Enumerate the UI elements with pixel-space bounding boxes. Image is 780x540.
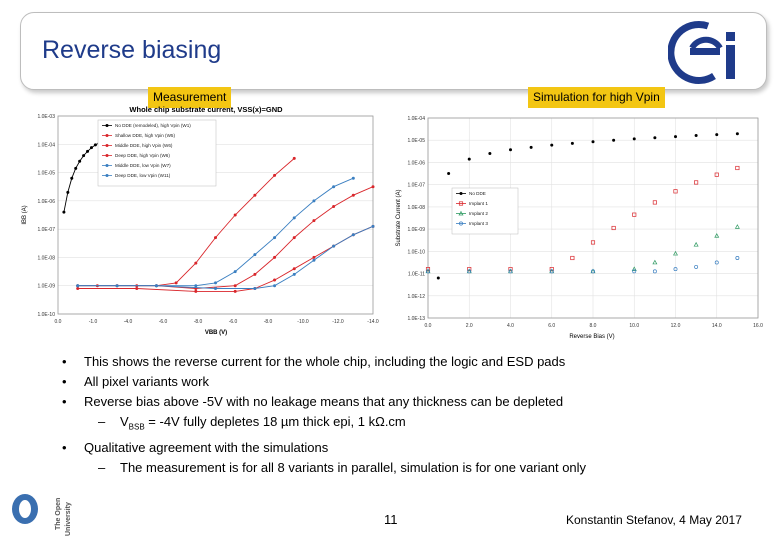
meas-data-point bbox=[214, 281, 217, 284]
meas-legend-label: Shallow DDE, high Vpin (W5) bbox=[115, 133, 175, 138]
meas-data-point bbox=[352, 233, 355, 236]
meas-ytick-label: 1.0E-06 bbox=[37, 198, 55, 205]
bullet-list bbox=[62, 352, 752, 478]
meas-xtick-label: -10.0 bbox=[297, 319, 309, 325]
meas-legend-marker bbox=[106, 144, 109, 147]
sim-data-point bbox=[694, 243, 698, 247]
meas-legend-marker bbox=[106, 174, 109, 177]
sim-xlabel: Reverse Bias (V) bbox=[569, 334, 615, 340]
sim-ytick-label: 1.0E-10 bbox=[407, 249, 425, 256]
slide-title: Reverse biasing bbox=[42, 36, 222, 64]
meas-series-line bbox=[78, 178, 354, 286]
sim-ytick-label: 1.0E-05 bbox=[407, 138, 425, 145]
meas-series-line bbox=[78, 187, 373, 289]
sim-xtick-label: 10.0 bbox=[629, 323, 640, 329]
bullet-4: • Qualitative agreement with the simulations bbox=[62, 438, 752, 458]
sim-data-point bbox=[715, 133, 718, 136]
meas-data-point bbox=[62, 211, 65, 214]
sim-data-point bbox=[653, 260, 657, 264]
meas-data-point bbox=[214, 287, 217, 290]
meas-data-point bbox=[293, 236, 296, 239]
sub-bullet-1-text: = -4V fully depletes 18 µm thick epi, 1 kΩ.cm bbox=[144, 414, 406, 429]
meas-data-point bbox=[155, 284, 158, 287]
sim-legend-label: No DDE bbox=[469, 191, 486, 196]
vbsb-subscript: BSB bbox=[128, 422, 145, 432]
meas-data-point bbox=[293, 273, 296, 276]
meas-data-point bbox=[253, 194, 256, 197]
sim-xtick-label: 8.0 bbox=[589, 323, 597, 329]
meas-xtick-label: -6.0 bbox=[158, 319, 168, 325]
sim-data-point bbox=[488, 152, 491, 155]
meas-legend-label: Deep DDE, high Vpin (W6) bbox=[115, 153, 170, 158]
sim-ytick-label: 1.0E-08 bbox=[407, 204, 425, 211]
meas-data-point bbox=[293, 157, 296, 160]
meas-data-point bbox=[78, 160, 81, 163]
meas-legend-marker bbox=[106, 124, 109, 127]
meas-data-point bbox=[234, 270, 237, 273]
sim-ylabel: Substrate Current (A) bbox=[396, 189, 402, 247]
meas-data-point bbox=[273, 279, 276, 282]
ei-logo-icon bbox=[668, 18, 752, 84]
meas-data-point bbox=[253, 253, 256, 256]
meas-xtick-label: -14.0 bbox=[367, 319, 379, 325]
sim-data-point bbox=[735, 225, 739, 229]
meas-legend-marker bbox=[106, 134, 109, 137]
meas-ytick-label: 1.0E-03 bbox=[37, 114, 55, 120]
sim-data-point bbox=[437, 277, 440, 280]
sim-data-point bbox=[612, 139, 615, 142]
sim-xtick-label: 4.0 bbox=[507, 323, 514, 329]
measurement-chart bbox=[18, 102, 380, 342]
meas-data-point bbox=[194, 262, 197, 265]
meas-xtick-label: -12.0 bbox=[332, 319, 344, 325]
sim-data-point bbox=[468, 158, 471, 161]
meas-legend-marker bbox=[106, 154, 109, 157]
meas-data-point bbox=[312, 259, 315, 262]
meas-chart-title: Whole chip substrate current, VSS(x)=GND bbox=[129, 105, 283, 114]
sim-data-point bbox=[571, 256, 574, 259]
meas-ytick-label: 1.0E-04 bbox=[37, 142, 55, 149]
meas-data-point bbox=[66, 191, 69, 194]
meas-legend-label: Deep DDE, low Vpin (W11) bbox=[115, 173, 171, 178]
sim-data-point bbox=[736, 166, 739, 169]
sim-legend-label: Implant 1 bbox=[469, 201, 488, 206]
meas-ytick-label: 1.0E-10 bbox=[37, 312, 55, 318]
meas-data-point bbox=[332, 205, 335, 208]
meas-data-point bbox=[86, 150, 89, 153]
sim-legend-marker bbox=[460, 192, 463, 195]
sim-data-point bbox=[550, 144, 553, 147]
sim-data-point bbox=[509, 148, 512, 151]
meas-data-point bbox=[352, 194, 355, 197]
sim-data-point bbox=[695, 134, 698, 137]
meas-xlabel: VBB (V) bbox=[204, 330, 228, 336]
meas-data-point bbox=[332, 185, 335, 188]
meas-data-point bbox=[273, 256, 276, 259]
page-number: 11 bbox=[384, 512, 398, 527]
sub-bullet-2: – The measurement is for all 8 variants in parallel, simulation is for one variant only bbox=[62, 458, 752, 478]
meas-ylabel: IBB (A) bbox=[22, 205, 28, 225]
simulation-label: Simulation for high Vpin bbox=[528, 87, 665, 108]
sim-series-4 bbox=[426, 256, 739, 273]
meas-ytick-label: 1.0E-09 bbox=[37, 283, 55, 290]
sim-xtick-label: 12.0 bbox=[670, 323, 681, 329]
sim-ytick-label: 1.0E-06 bbox=[407, 160, 425, 167]
sim-ytick-label: 1.0E-12 bbox=[407, 293, 425, 300]
sim-data-point bbox=[447, 172, 450, 175]
sim-data-point bbox=[736, 132, 739, 135]
meas-data-point bbox=[234, 214, 237, 217]
meas-data-point bbox=[234, 284, 237, 287]
meas-data-point bbox=[94, 143, 97, 146]
sim-legend-label: Implant 3 bbox=[469, 221, 488, 226]
meas-data-point bbox=[234, 290, 237, 293]
bullet-2: • All pixel variants work bbox=[62, 372, 752, 392]
ou-text-line2: University bbox=[65, 502, 72, 536]
meas-data-point bbox=[253, 287, 256, 290]
sim-data-point bbox=[592, 140, 595, 143]
meas-legend-label: Middle DDE, high Vpin (W6) bbox=[115, 143, 173, 148]
meas-data-point bbox=[135, 287, 138, 290]
meas-series-line bbox=[64, 142, 103, 213]
sim-data-point bbox=[653, 201, 656, 204]
meas-data-point bbox=[76, 287, 79, 290]
meas-data-point bbox=[194, 284, 197, 287]
meas-data-point bbox=[312, 219, 315, 222]
meas-data-point bbox=[372, 225, 375, 228]
meas-ytick-label: 1.0E-05 bbox=[37, 170, 55, 177]
meas-xtick-label: -8.0 bbox=[263, 319, 273, 325]
meas-data-point bbox=[273, 284, 276, 287]
sim-xtick-label: 2.0 bbox=[465, 323, 473, 329]
footer-text: Konstantin Stefanov, 4 May 2017 bbox=[566, 513, 742, 527]
measurement-label: Measurement bbox=[148, 87, 231, 108]
meas-data-point bbox=[90, 146, 93, 149]
sim-ytick-label: 1.0E-04 bbox=[407, 116, 425, 122]
meas-xtick-label: -6.0 bbox=[228, 319, 238, 325]
sim-data-point bbox=[571, 142, 574, 145]
sim-ytick-label: 1.0E-09 bbox=[407, 227, 425, 234]
meas-data-point bbox=[293, 216, 296, 219]
open-university-logo-icon bbox=[8, 492, 78, 538]
meas-data-point bbox=[273, 174, 276, 177]
meas-series-4 bbox=[76, 225, 374, 293]
sim-xtick-label: 0.0 bbox=[424, 323, 432, 329]
sim-data-point bbox=[653, 270, 656, 273]
meas-data-point bbox=[312, 256, 315, 259]
meas-data-point bbox=[194, 290, 197, 293]
ou-text-line1: The Open bbox=[55, 497, 62, 530]
meas-data-point bbox=[332, 245, 335, 248]
meas-data-point bbox=[70, 177, 73, 180]
meas-xtick-label: -4.0 bbox=[123, 319, 133, 325]
sim-data-point bbox=[736, 256, 739, 259]
meas-data-point bbox=[312, 199, 315, 202]
meas-data-point bbox=[253, 273, 256, 276]
meas-series-5 bbox=[76, 177, 355, 287]
meas-data-point bbox=[82, 154, 85, 157]
meas-ytick-label: 1.0E-08 bbox=[37, 255, 55, 262]
sim-ytick-label: 1.0E-07 bbox=[407, 182, 425, 189]
sim-data-point bbox=[653, 136, 656, 139]
meas-data-point bbox=[74, 167, 77, 170]
sim-xtick-label: 14.0 bbox=[711, 323, 722, 329]
meas-legend-label: No DDE (remodeled), high Vpin (W1) bbox=[115, 123, 191, 128]
sim-data-point bbox=[674, 135, 677, 138]
meas-data-point bbox=[76, 284, 79, 287]
meas-xtick-label: -8.0 bbox=[193, 319, 203, 325]
sim-data-point bbox=[633, 137, 636, 140]
meas-series-line bbox=[78, 226, 373, 291]
sub-bullet-1 bbox=[62, 412, 752, 438]
sim-legend-label: Implant 2 bbox=[469, 211, 488, 216]
meas-ytick-label: 1.0E-07 bbox=[37, 227, 55, 234]
sim-data-point bbox=[530, 146, 533, 149]
meas-xtick-label: 0.0 bbox=[54, 319, 62, 325]
meas-data-point bbox=[293, 267, 296, 270]
bullet-1: • This shows the reverse current for the whole chip, including the logic and ESD pads bbox=[62, 352, 752, 372]
simulation-chart bbox=[392, 112, 768, 344]
meas-data-point bbox=[372, 185, 375, 188]
meas-data-point bbox=[214, 236, 217, 239]
sim-ytick-label: 1.0E-13 bbox=[407, 316, 425, 322]
sim-xtick-label: 16.0 bbox=[753, 323, 763, 329]
meas-xtick-label: -1.0 bbox=[88, 319, 98, 325]
sim-ytick-label: 1.0E-11 bbox=[407, 271, 425, 278]
meas-data-point bbox=[175, 281, 178, 284]
sim-data-point bbox=[694, 181, 697, 184]
sim-data-point bbox=[695, 265, 698, 268]
vbsb-symbol: V bbox=[120, 414, 129, 429]
sim-xtick-label: 6.0 bbox=[548, 323, 556, 329]
bullet-3: • Reverse bias above -5V with no leakage means that any thickness can be depleted bbox=[62, 392, 752, 412]
meas-data-point bbox=[273, 236, 276, 239]
meas-legend-marker bbox=[106, 164, 109, 167]
meas-legend-label: Middle DDE, low Vpin (W7) bbox=[115, 163, 171, 168]
meas-data-point bbox=[352, 177, 355, 180]
